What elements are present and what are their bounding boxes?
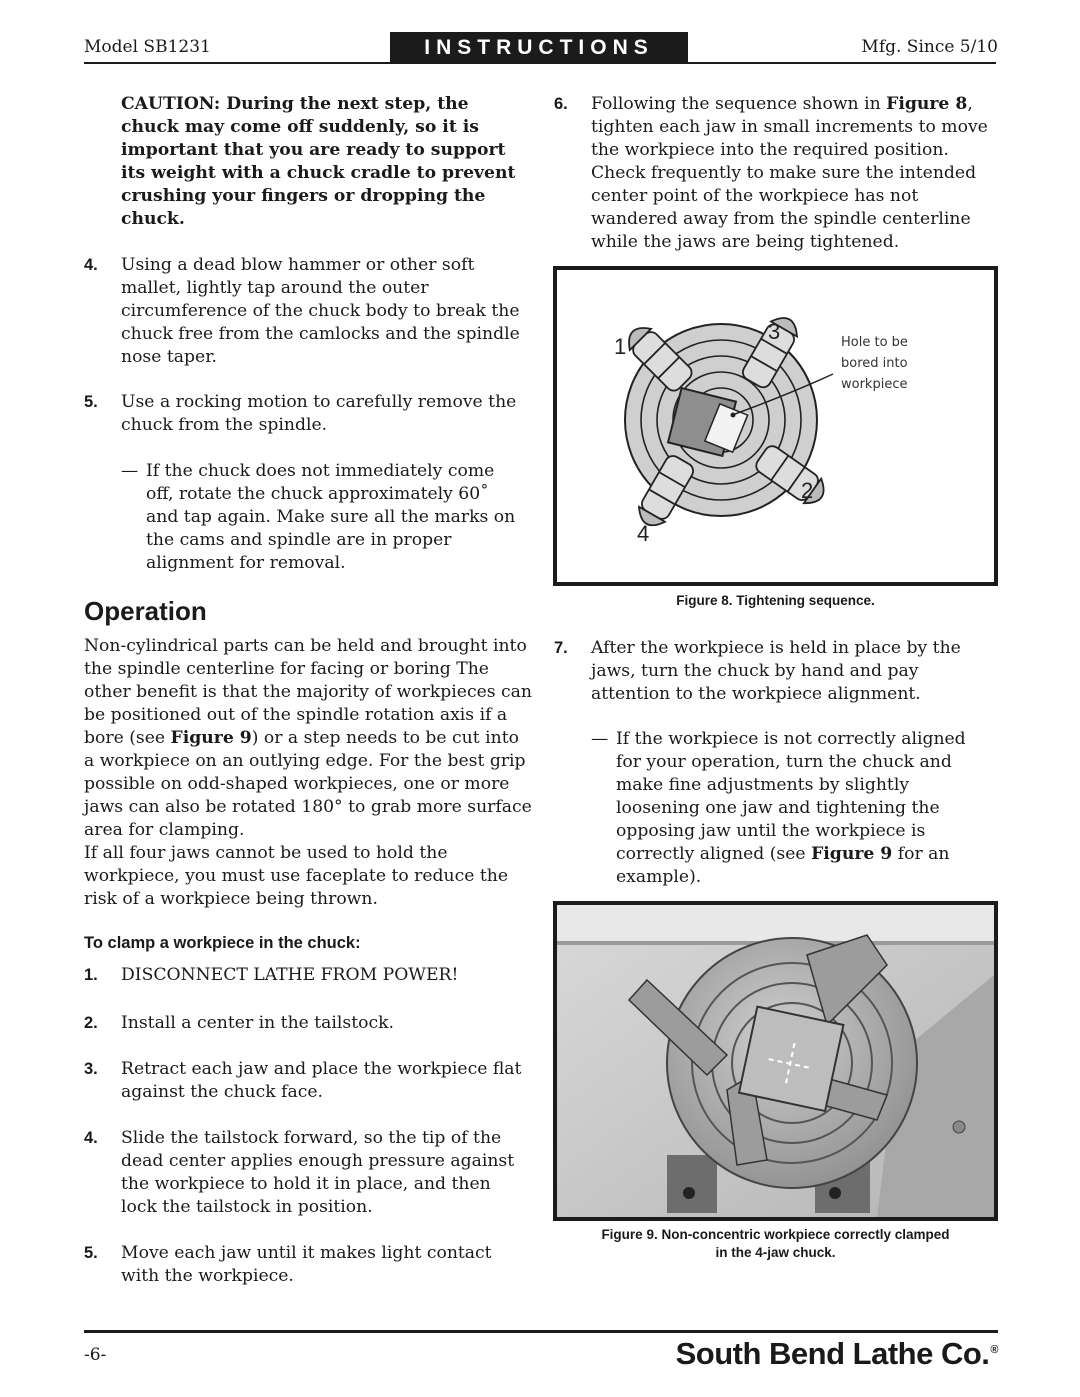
- note-text: If the chuck does not immediately come off, rotate the chuck approximately 60˚ and tap again. Make sure all the marks on the cams and spindle are in proper alignment for removal.: [146, 461, 516, 573]
- chuck-photo-illustration: [557, 905, 994, 1217]
- step-text: Install a center in the tailstock.: [121, 1013, 394, 1033]
- header-mfg-date: Mfg. Since 5/10: [861, 37, 998, 57]
- step-number: 4.: [84, 256, 98, 274]
- step-number: 3.: [84, 1060, 98, 1078]
- jaw-label-1: 1: [614, 334, 627, 359]
- step-number: 2.: [84, 1014, 98, 1032]
- step-text: DISCONNECT LATHE FROM POWER!: [121, 965, 459, 985]
- figure-8-caption: Figure 8. Tightening sequence.: [676, 593, 875, 608]
- figure-8-diagram: [553, 266, 998, 586]
- header-model: Model SB1231: [84, 37, 211, 57]
- figure-9-caption-line-2: in the 4-jaw chuck.: [715, 1245, 836, 1260]
- chuck-diagram: [557, 270, 994, 582]
- figure-9-caption-line-1: Figure 9. Non-concentric workpiece correctly clamped: [601, 1227, 950, 1242]
- figure-9-caption: [553, 1226, 998, 1262]
- step-text: Use a rocking motion to carefully remove the chuck from the spindle.: [121, 392, 517, 435]
- jaw-label-2: 2: [801, 478, 814, 503]
- step-number: 5.: [84, 1244, 98, 1262]
- operation-paragraph: Non-cylindrical parts can be held and brought into the spindle centerline for facing or boring The other benefit is that the majority of workpieces can be positioned out of the spindle rotation axis if a bore (see Figure 9) or a step needs to be cut into a workpiece on an outlying edge. For the best grip possible on odd-shaped workpieces, one or more jaws can also be rotated 180° to grab more surface area for clamping.: [84, 636, 532, 840]
- step-number: 5.: [84, 393, 98, 411]
- header-rule: [84, 62, 996, 64]
- jaw-label-3: 3: [768, 319, 781, 344]
- jaw-label-4: 4: [637, 521, 650, 546]
- operation-paragraph-2: If all four jaws cannot be used to hold the workpiece, you must use faceplate to reduce the risk of a workpiece being thrown.: [84, 843, 509, 909]
- step-number: 7.: [554, 639, 568, 657]
- caution-notice: CAUTION: During the next step, the chuck may come off suddenly, so it is important that you are ready to support its weight with a chuck cradle to prevent crushing your fingers or dropping the chuck.: [121, 94, 516, 229]
- section-heading-operation: Operation: [84, 596, 207, 626]
- hole-note-line: bored into: [841, 356, 908, 371]
- note-text: If the workpiece is not correctly aligned for your operation, turn the chuck and make fine adjustments by slightly loosening one jaw and tightening the opposing jaw until the workpiece is correctly aligned (see Figure 9 for an example).: [616, 729, 966, 887]
- page-number: -6-: [84, 1345, 107, 1365]
- subheading-clamp: To clamp a workpiece in the chuck:: [84, 934, 361, 952]
- step-text: Move each jaw until it makes light contact with the workpiece.: [121, 1243, 492, 1286]
- step-number: 1.: [84, 966, 98, 984]
- brand-logo: South Bend Lathe Co.®: [675, 1336, 998, 1371]
- step-text: Using a dead blow hammer or other soft mallet, lightly tap around the outer circumference of the chuck body to break the chuck free from the camlocks and the spindle nose taper.: [121, 255, 520, 367]
- footer-rule: [84, 1330, 998, 1333]
- header-banner: INSTRUCTIONS: [390, 32, 688, 63]
- step-number: 4.: [84, 1129, 98, 1147]
- step-text: After the workpiece is held in place by the jaws, turn the chuck by hand and pay attention to the workpiece alignment.: [591, 638, 961, 704]
- hole-note-line: workpiece: [841, 377, 908, 392]
- note-dash: —: [591, 729, 609, 749]
- hole-note-line: Hole to be: [841, 335, 908, 350]
- step-number: 6.: [554, 95, 568, 113]
- note-dash: —: [121, 461, 139, 481]
- step-text: Following the sequence shown in Figure 8, tighten each jaw in small increments to move the workpiece into the required position. Check frequently to make sure the intended center point of the workpiece has not wandered away from the spindle centerline while the jaws are being tightened.: [591, 94, 988, 252]
- step-text: Retract each jaw and place the workpiece flat against the chuck face.: [121, 1059, 522, 1102]
- step-text: Slide the tailstock forward, so the tip of the dead center applies enough pressure against the workpiece to hold it in place, and then lock the tailstock in position.: [121, 1128, 515, 1217]
- figure-9-photo: [553, 901, 998, 1221]
